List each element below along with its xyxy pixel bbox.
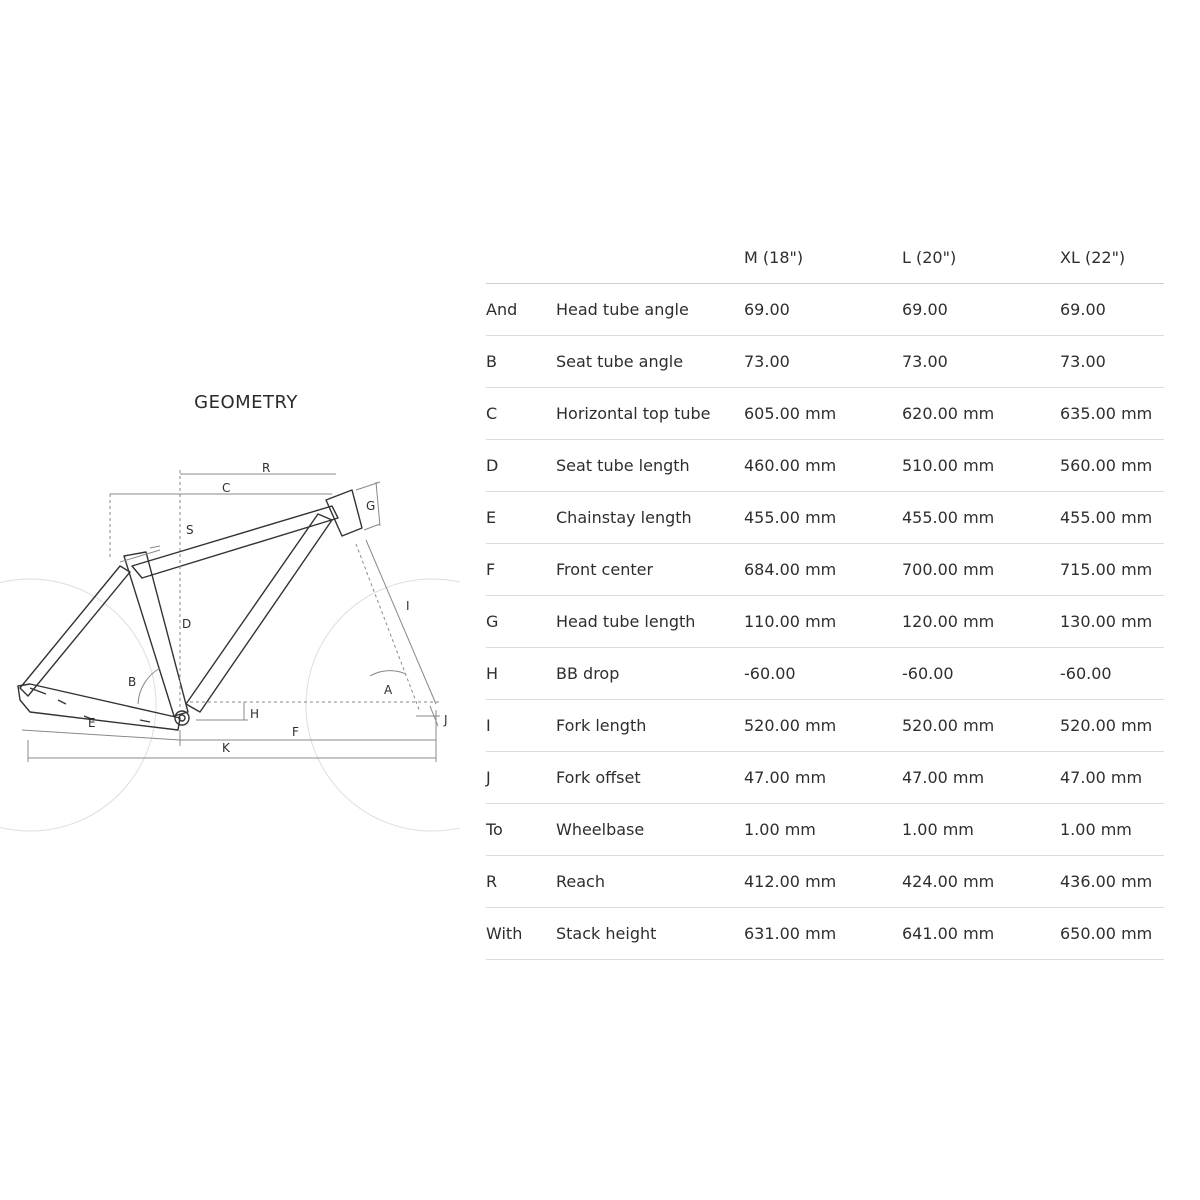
column-header-m: M (18") [744,248,804,267]
dim-label-i: I [406,599,410,613]
row-code: D [486,456,499,475]
row-label: Horizontal top tube [556,404,711,423]
row-value-m: 69.00 [744,300,790,319]
row-value-l: 641.00 mm [902,924,995,943]
row-value-m: -60.00 [744,664,796,683]
row-label: Seat tube angle [556,352,684,371]
row-value-l: 1.00 mm [902,820,974,839]
table-row [486,856,1164,908]
row-label: Chainstay length [556,508,692,527]
row-value-xl: 69.00 [1060,300,1106,319]
row-value-m: 73.00 [744,352,790,371]
row-code: C [486,404,498,423]
table-row [486,284,1164,336]
row-value-xl: 635.00 mm [1060,404,1153,423]
table-row [486,336,1164,388]
dim-label-f: F [292,725,299,739]
row-value-m: 412.00 mm [744,872,837,891]
row-value-l: -60.00 [902,664,954,683]
table-row [486,388,1164,440]
front-wheel [306,579,460,831]
row-code: And [486,300,518,319]
table-row [486,440,1164,492]
column-header-l: L (20") [902,248,957,267]
row-value-l: 120.00 mm [902,612,995,631]
row-label: Stack height [556,924,657,943]
row-label: Head tube length [556,612,696,631]
dim-label-d: D [182,617,192,631]
row-value-l: 510.00 mm [902,456,995,475]
row-code: J [486,768,491,787]
row-label: Head tube angle [556,300,689,319]
row-value-xl: 47.00 mm [1060,768,1143,787]
table-row [486,908,1164,960]
row-value-xl: 1.00 mm [1060,820,1132,839]
dim-label-k: K [222,741,230,755]
row-label: Seat tube length [556,456,690,475]
row-label: Fork offset [556,768,641,787]
row-code: R [486,872,498,891]
dim-label-e: E [88,716,96,730]
row-label: Front center [556,560,654,579]
dim-label-h: H [250,707,260,721]
dim-label-c: C [222,481,231,495]
row-value-m: 605.00 mm [744,404,837,423]
row-label: BB drop [556,664,620,683]
row-code: E [486,508,497,527]
row-value-m: 684.00 mm [744,560,837,579]
table-row [486,700,1164,752]
row-value-m: 47.00 mm [744,768,827,787]
row-value-xl: -60.00 [1060,664,1112,683]
dim-label-r: R [262,461,271,475]
row-value-xl: 130.00 mm [1060,612,1153,631]
row-code: With [486,924,523,943]
row-code: B [486,352,497,371]
row-value-xl: 520.00 mm [1060,716,1153,735]
row-value-xl: 560.00 mm [1060,456,1153,475]
table-row [486,492,1164,544]
row-value-m: 520.00 mm [744,716,837,735]
row-label: Wheelbase [556,820,645,839]
page-title: GEOMETRY [194,392,298,413]
row-value-m: 110.00 mm [744,612,837,631]
row-value-l: 47.00 mm [902,768,985,787]
geometry-table [486,232,1164,960]
row-value-l: 69.00 [902,300,948,319]
row-label: Reach [556,872,605,891]
row-value-l: 424.00 mm [902,872,995,891]
dim-label-j: J [444,713,448,727]
row-value-l: 520.00 mm [902,716,995,735]
row-value-xl: 436.00 mm [1060,872,1153,891]
row-value-l: 620.00 mm [902,404,995,423]
table-row [486,596,1164,648]
row-value-xl: 650.00 mm [1060,924,1153,943]
row-value-m: 460.00 mm [744,456,837,475]
row-label: Fork length [556,716,647,735]
row-value-xl: 73.00 [1060,352,1106,371]
dim-label-b: B [128,675,137,689]
table-row [486,752,1164,804]
table-row [486,804,1164,856]
row-value-l: 73.00 [902,352,948,371]
table-header-row [486,232,1164,284]
dim-label-s: S [186,523,194,537]
column-header-xl: XL (22") [1060,248,1126,267]
row-code: I [486,716,491,735]
table-row [486,544,1164,596]
row-value-m: 1.00 mm [744,820,816,839]
table-row [486,648,1164,700]
row-value-m: 631.00 mm [744,924,837,943]
row-value-xl: 455.00 mm [1060,508,1153,527]
dim-label-a: A [384,683,393,697]
row-code: H [486,664,499,683]
row-value-xl: 715.00 mm [1060,560,1153,579]
row-code: G [486,612,499,631]
row-value-l: 700.00 mm [902,560,995,579]
bike-frame-diagram [0,440,460,850]
row-code: F [486,560,496,579]
dim-label-g: G [366,499,376,513]
table-body [486,284,1164,960]
row-value-m: 455.00 mm [744,508,837,527]
row-value-l: 455.00 mm [902,508,995,527]
row-code: To [486,820,503,839]
